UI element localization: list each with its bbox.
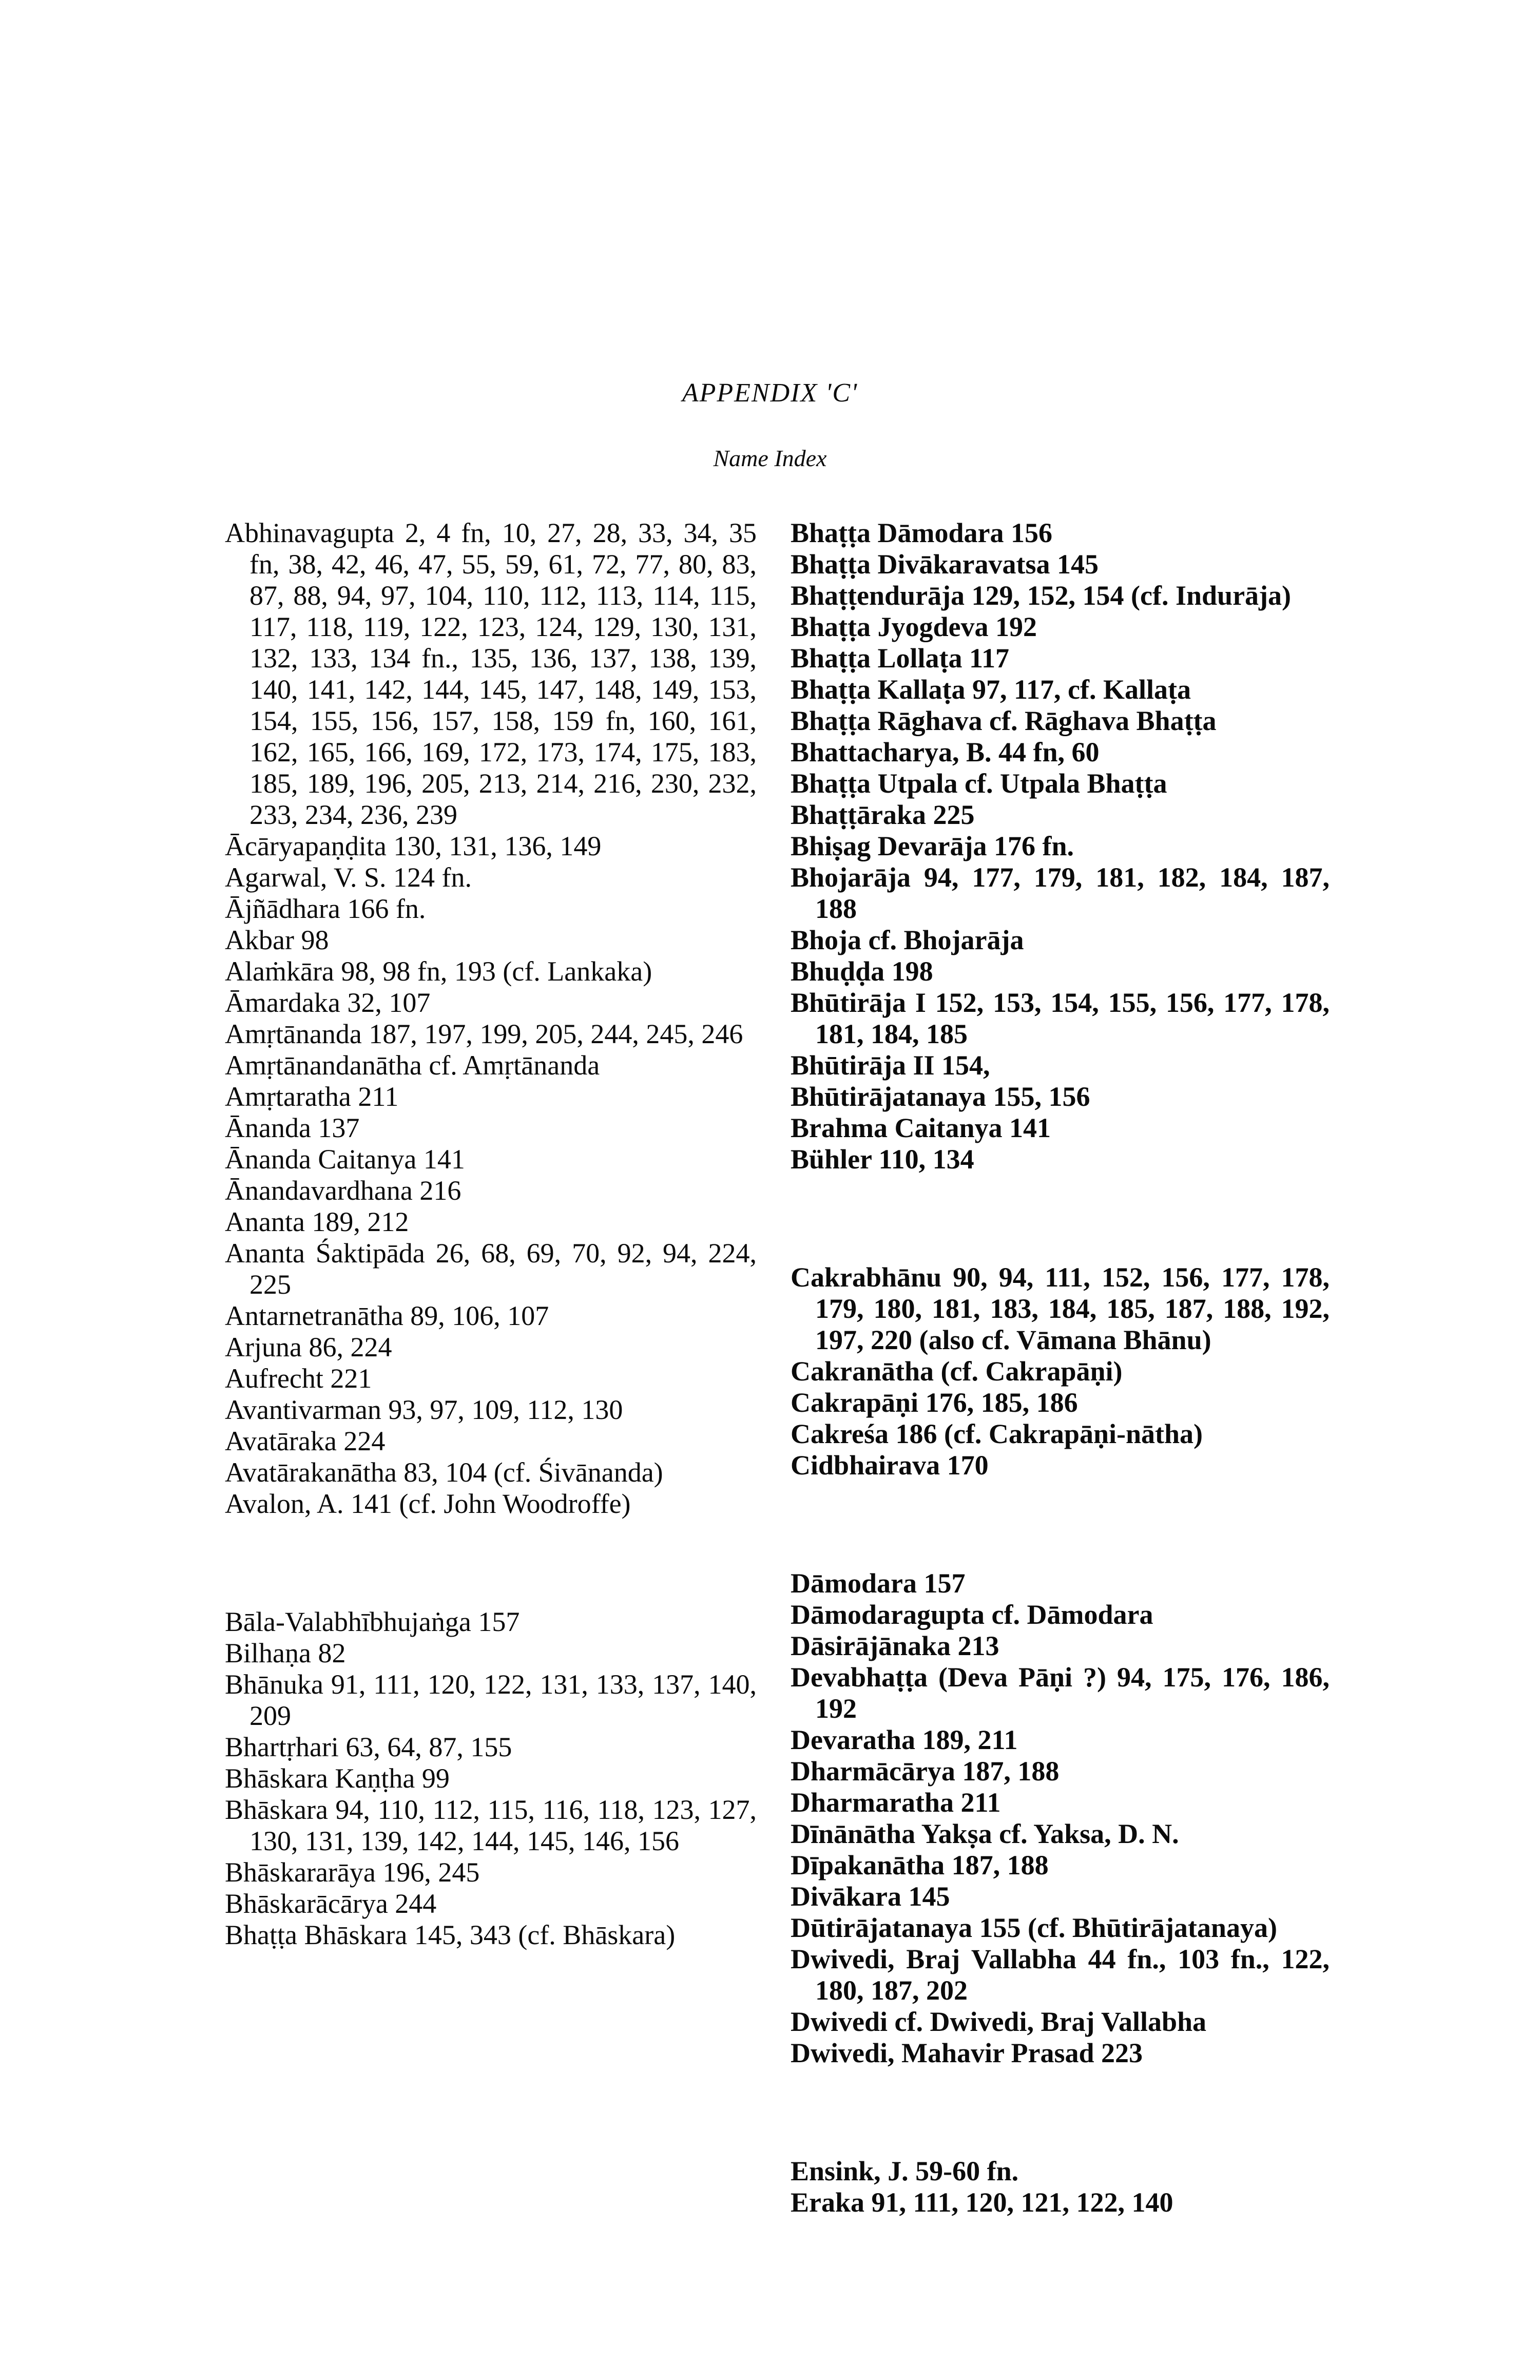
index-entry: Bhaṭṭa Utpala cf. Utpala Bhaṭṭa bbox=[791, 768, 1167, 799]
index-entry: Avatārakanātha 83, 104 (cf. Śivānanda) bbox=[225, 1457, 663, 1488]
right-column bbox=[791, 517, 1330, 2218]
index-entry: Divākara 145 bbox=[791, 1881, 950, 1912]
index-entry: Dharmaratha 211 bbox=[791, 1787, 1001, 1818]
index-entry: Dāmodaragupta cf. Dāmodara bbox=[791, 1599, 1153, 1630]
index-entry: Bhāskara 94, 110, 112, 115, 116, 118, 123, 127, 130, 131, 139, 142, 144, 145, 146, 156 bbox=[225, 1794, 757, 1856]
index-entry: Dwivedi, Braj Vallabha 44 fn., 103 fn., 122, 180, 187, 202 bbox=[791, 1944, 1330, 2006]
index-entry: Dīpakanātha 187, 188 bbox=[791, 1850, 1049, 1880]
index-entry: Āmardaka 32, 107 bbox=[225, 987, 431, 1018]
index-entry: Alaṁkāra 98, 98 fn, 193 (cf. Lankaka) bbox=[225, 956, 652, 987]
index-entry: Dāmodara 157 bbox=[791, 1568, 966, 1599]
index-entry: Bhartṛhari 63, 64, 87, 155 bbox=[225, 1732, 512, 1762]
index-entry: Bhaṭṭendurāja 129, 152, 154 (cf. Indurāja) bbox=[791, 580, 1292, 611]
index-entry: Ājñādhara 166 fn. bbox=[225, 893, 426, 924]
index-entry: Cakreśa 186 (cf. Cakrapāṇi-nātha) bbox=[791, 1418, 1203, 1449]
index-entry: Amṛtānandanātha cf. Amṛtānanda bbox=[225, 1050, 600, 1081]
index-entry: Devaratha 189, 211 bbox=[791, 1724, 1018, 1755]
section-gap bbox=[791, 2097, 1330, 2128]
index-entry: Cakrapāṇi 176, 185, 186 bbox=[791, 1387, 1078, 1418]
index-entry: Ananta 189, 212 bbox=[225, 1206, 409, 1237]
index-entry: Aufrecht 221 bbox=[225, 1363, 372, 1394]
section-gap bbox=[791, 1203, 1330, 1234]
index-entry: Bhaṭṭa Kallaṭa 97, 117, cf. Kallaṭa bbox=[791, 674, 1191, 705]
index-entry: Ānanda Caitanya 141 bbox=[225, 1144, 465, 1175]
index-entry: Dīnānātha Yakṣa cf. Yaksa, D. N. bbox=[791, 1818, 1179, 1849]
index-entry: Ananta Śaktipāda 26, 68, 69, 70, 92, 94, 224, 225 bbox=[225, 1238, 757, 1300]
index-entry: Bhūtirāja I 152, 153, 154, 155, 156, 177, 178, 181, 184, 185 bbox=[791, 987, 1330, 1049]
index-entry: Bhaṭṭa Lollaṭa 117 bbox=[791, 643, 1010, 674]
index-entry: Bhuḍḍa 198 bbox=[791, 956, 933, 987]
page-title: APPENDIX 'C' bbox=[682, 378, 858, 408]
index-entry: Bhūtirāja II 154, bbox=[791, 1050, 990, 1081]
index-entry: Abhinavagupta 2, 4 fn, 10, 27, 28, 33, 34, 35 fn, 38, 42, 46, 47, 55, 59, 61, 72, 77, 80, 83, 87, 88, 94, 97, 104, 110, 112, 113, 114, 115, 117, 118, 119, 122, 123, 124, 129, 130, 131, 132, 133, 134 fn., 135, 136, 137, 138, 139, 140, 141, 142, 144, 145, 147, 148, 149, 153, 154, 155, 156, 157, 158, 159 fn, 160, 161, 162, 165, 166, 169, 172, 173, 174, 175, 183, 185, 189, 196, 205, 213, 214, 216, 230, 232, 233, 234, 236, 239 bbox=[225, 517, 757, 830]
index-entry: Bühler 110, 134 bbox=[791, 1144, 974, 1175]
index-entry: Ānanda 137 bbox=[225, 1112, 360, 1143]
index-entry: Bhūtirājatanaya 155, 156 bbox=[791, 1081, 1090, 1112]
index-entry: Ānandavardhana 216 bbox=[225, 1175, 461, 1206]
index-entry: Bhoja cf. Bhojarāja bbox=[791, 925, 1024, 955]
index-entry: Bhāskararāya 196, 245 bbox=[225, 1857, 480, 1888]
left-column bbox=[225, 517, 757, 1951]
index-entry: Dūtirājatanaya 155 (cf. Bhūtirājatanaya) bbox=[791, 1912, 1277, 1943]
index-entry: Cakrabhānu 90, 94, 111, 152, 156, 177, 178, 179, 180, 181, 183, 184, 185, 187, 188, 192, 197, 220 (also cf. Vāmana Bhānu) bbox=[791, 1262, 1330, 1355]
index-entry: Akbar 98 bbox=[225, 925, 329, 955]
index-entry: Amṛtānanda 187, 197, 199, 205, 244, 245, 246 bbox=[225, 1019, 743, 1049]
index-entry: Bhaṭṭa Bhāskara 145, 343 (cf. Bhāskara) bbox=[225, 1920, 676, 1950]
index-entry: Bhiṣag Devarāja 176 fn. bbox=[791, 831, 1074, 861]
index-entry: Avatāraka 224 bbox=[225, 1426, 386, 1456]
page-subtitle: Name Index bbox=[713, 445, 827, 471]
index-entry: Arjuna 86, 224 bbox=[225, 1332, 392, 1362]
index-entry: Bhaṭṭāraka 225 bbox=[791, 799, 975, 830]
index-entry: Brahma Caitanya 141 bbox=[791, 1112, 1051, 1143]
index-entry: Bhaṭṭa Rāghava cf. Rāghava Bhaṭṭa bbox=[791, 705, 1217, 736]
index-entry: Bhaṭṭa Jyogdeva 192 bbox=[791, 611, 1037, 642]
index-entry: Bhānuka 91, 111, 120, 122, 131, 133, 137, 140, 209 bbox=[225, 1669, 757, 1731]
index-entry: Dwivedi, Mahavir Prasad 223 bbox=[791, 2038, 1143, 2068]
index-entry: Cidbhairava 170 bbox=[791, 1450, 989, 1481]
index-entry: Bhaṭṭa Dāmodara 156 bbox=[791, 517, 1052, 548]
index-entry: Dāsirājānaka 213 bbox=[791, 1630, 999, 1661]
index-entry: Bhattacharya, B. 44 fn, 60 bbox=[791, 737, 1100, 767]
section-gap bbox=[225, 1547, 757, 1579]
index-entry: Devabhaṭṭa (Deva Pāṇi ?) 94, 175, 176, 186, 192 bbox=[791, 1662, 1330, 1724]
index-entry: Bilhaṇa 82 bbox=[225, 1638, 346, 1668]
index-entry: Bāla-Valabhībhujaṅga 157 bbox=[225, 1606, 520, 1637]
index-entry: Avalon, A. 141 (cf. John Woodroffe) bbox=[225, 1488, 631, 1519]
index-entry: Avantivarman 93, 97, 109, 112, 130 bbox=[225, 1394, 623, 1425]
index-entry: Dharmācārya 187, 188 bbox=[791, 1756, 1060, 1787]
index-entry: Cakranātha (cf. Cakrapāṇi) bbox=[791, 1356, 1123, 1387]
index-entry: Bhaṭṭa Divākaravatsa 145 bbox=[791, 549, 1099, 580]
index-entry: Amṛtaratha 211 bbox=[225, 1081, 399, 1112]
index-entry: Antarnetranātha 89, 106, 107 bbox=[225, 1300, 549, 1331]
index-entry: Ensink, J. 59-60 fn. bbox=[791, 2156, 1019, 2186]
index-entry: Dwivedi cf. Dwivedi, Braj Vallabha bbox=[791, 2006, 1207, 2037]
index-entry: Ācāryapaṇḍita 130, 131, 136, 149 bbox=[225, 831, 602, 861]
index-entry: Eraka 91, 111, 120, 121, 122, 140 bbox=[791, 2187, 1173, 2218]
section-gap bbox=[791, 1509, 1330, 1540]
index-entry: Bhojarāja 94, 177, 179, 181, 182, 184, 187, 188 bbox=[791, 862, 1330, 924]
index-entry: Bhāskara Kaṇṭha 99 bbox=[225, 1763, 450, 1794]
index-entry: Agarwal, V. S. 124 fn. bbox=[225, 862, 472, 893]
index-entry: Bhāskarācārya 244 bbox=[225, 1888, 437, 1919]
